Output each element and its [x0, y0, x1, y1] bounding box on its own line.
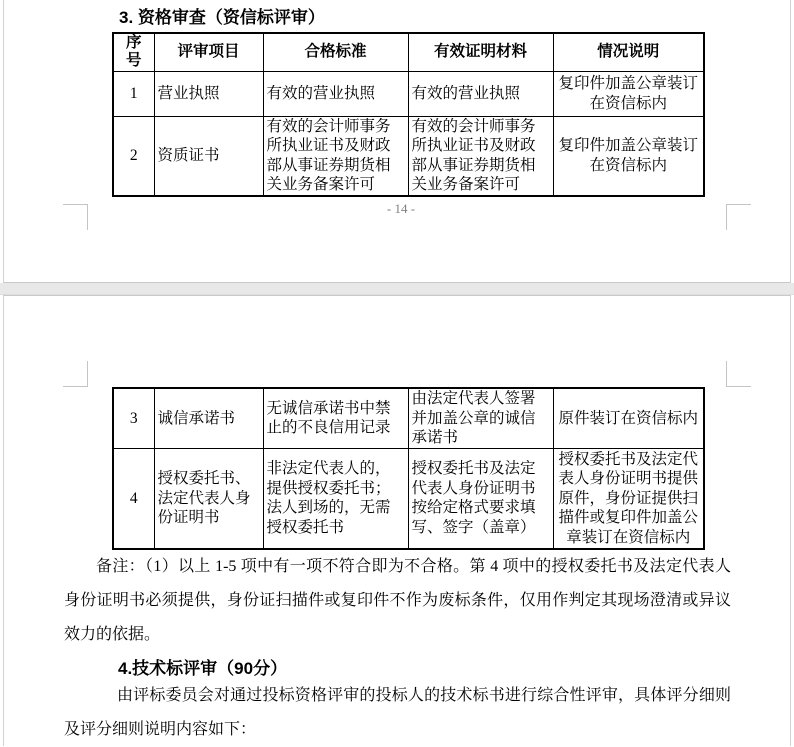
table-row-4: [113, 448, 704, 549]
cell-evidence: 授权委托书及法定代表人身份证明书按给定格式要求填写、签字（盖章）: [408, 448, 553, 549]
table-row-2: [113, 116, 704, 196]
cell-item: 资质证书: [154, 116, 263, 196]
cell-item: 诚信承诺书: [154, 388, 263, 448]
col-header-item: 评审项目: [154, 33, 263, 71]
col-header-seq: 序号: [113, 33, 154, 71]
cell-note: 原件装订在资信标内: [553, 388, 704, 448]
col-header-evidence: 有效证明材料: [408, 33, 553, 71]
table-row-3: [113, 388, 704, 448]
qualification-review-table-part2: [112, 387, 705, 550]
cell-standard: 无诚信承诺书中禁止的不良信用记录: [263, 388, 408, 448]
col-header-note: 情况说明: [553, 33, 704, 71]
section-4-paragraph: 由评标委员会对通过投标资格评审的投标人的技术标书进行综合性评审，具体评分细则及评分细则说明内容如下：: [64, 687, 731, 738]
section-3-heading: 3. 资格审查（资信标评审）: [119, 8, 325, 27]
cell-evidence: 由法定代表人签署并加盖公章的诚信承诺书: [408, 388, 553, 448]
qualification-review-table-part1: [112, 32, 705, 197]
cell-seq: 3: [113, 388, 154, 448]
page-number-footer: - 14 -: [386, 201, 416, 216]
margin-corner-mark: [726, 361, 751, 387]
table-row-1: [113, 71, 704, 116]
cell-standard: 有效的会计师事务所执业证书及财政部从事证券期货相关业务备案许可: [263, 116, 408, 196]
cell-evidence: 有效的营业执照: [408, 71, 553, 116]
cell-note: 授权委托书及法定代表人身份证明书提供原件，身份证提供扫描件或复印件加盖公章装订在资信标内: [553, 448, 704, 549]
cell-item: 营业执照: [154, 71, 263, 116]
margin-corner-mark: [726, 204, 751, 230]
section-4-heading: 4.技术标评审（90分）: [118, 659, 288, 678]
margin-corner-mark: [63, 361, 88, 387]
col-header-standard: 合格标准: [263, 33, 408, 71]
cell-standard: 有效的营业执照: [263, 71, 408, 116]
table-header-row: [113, 33, 704, 71]
cell-evidence: 有效的会计师事务所执业证书及财政部从事证券期货相关业务备案许可: [408, 116, 553, 196]
cell-item: 授权委托书、法定代表人身份证明书: [154, 448, 263, 549]
page-gap: [0, 283, 794, 295]
cell-seq: 2: [113, 116, 154, 196]
cell-seq: 4: [113, 448, 154, 549]
cell-note: 复印件加盖公章装订在资信标内: [553, 116, 704, 196]
cell-seq: 1: [113, 71, 154, 116]
margin-corner-mark: [63, 204, 88, 230]
table-remark-paragraph: 备注：（1）以上 1-5 项中有一项不符合即为不合格。第 4 项中的授权委托书及法定代表人身份证明书必须提供，身份证扫描件或复印件不作为废标条件，仅用作判定其现场澄清或异议效力的依据。: [64, 558, 731, 643]
cell-note: 复印件加盖公章装订在资信标内: [553, 71, 704, 116]
cell-standard: 非法定代表人的，提供授权委托书；法人到场的，无需授权委托书: [263, 448, 408, 549]
